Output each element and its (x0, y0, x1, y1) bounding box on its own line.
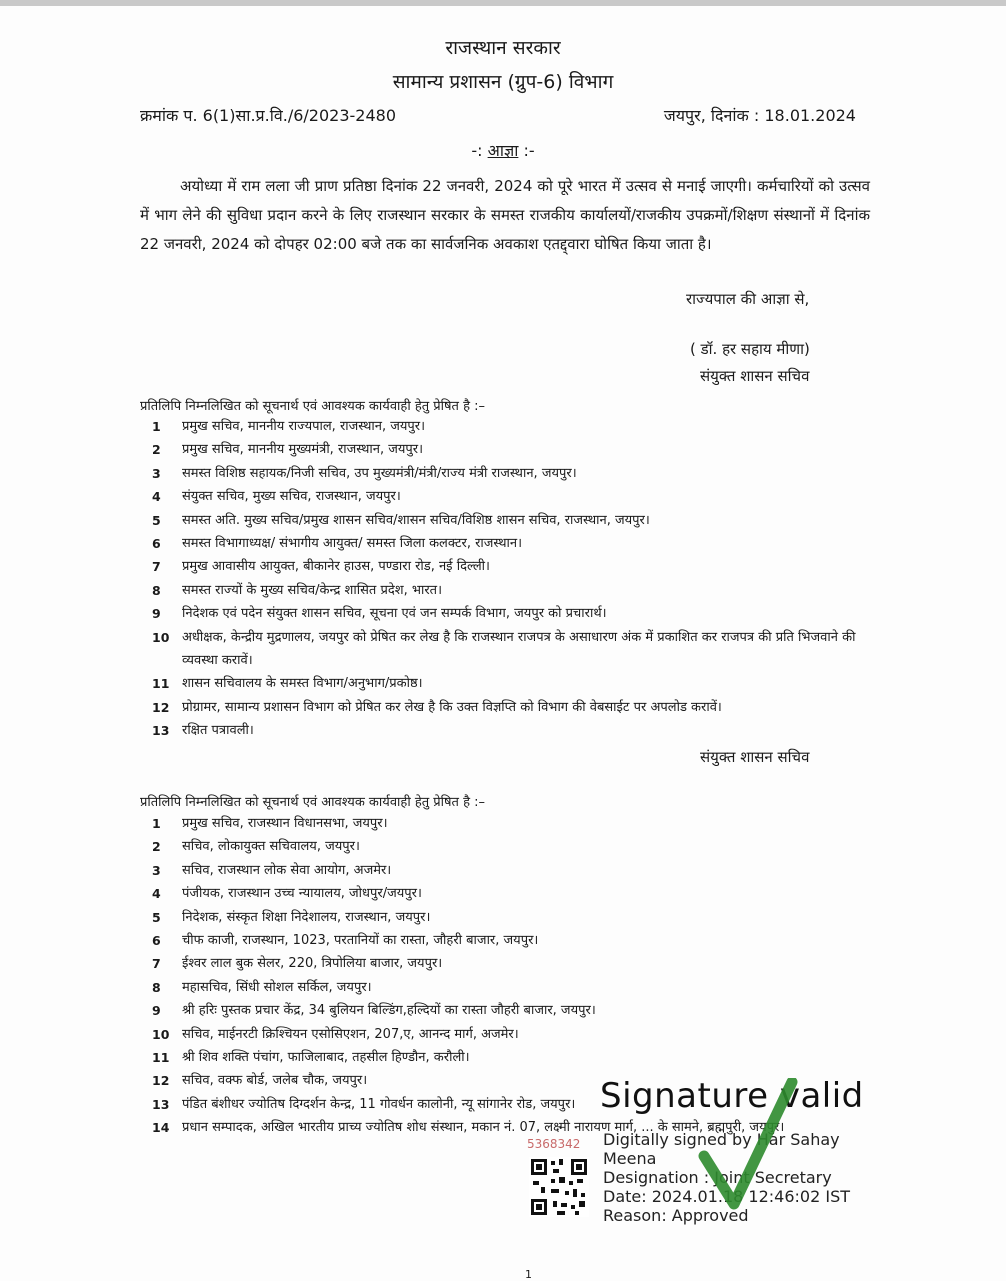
copy-intro-1: प्रतिलिपि निम्नलिखित को सूचनार्थ एवं आवश्यक कार्यवाही हेतु प्रेषित है :– (140, 399, 486, 414)
list-item (140, 438, 880, 461)
order-body: अयोध्या में राम लला जी प्राण प्रतिष्ठा दिनांक 22 जनवरी, 2024 को पूरे भारत में उत्सव से मनाई जाएगी। कर्मचारियों को उत्सव में भाग लेने की सुविधा प्रदान करने के लिए राजस्थान सरकार के समस्त राजकीय कार्यालयों/राजकीय उपक्रमों/शिक्षण संस्थानों में दिनांक 22 जनवरी, 2024 को दोपहर 02:00 बजे तक का सार्वजनिक अवकाश एतद्द्वारा घोषित किया जाता है। (140, 177, 870, 253)
list-item-number: 12 (152, 699, 170, 715)
government-title: राजस्थान सरकार (445, 37, 561, 59)
list-item (140, 672, 880, 695)
list-item-number: 10 (152, 629, 170, 645)
list-item-number: 4 (152, 886, 161, 902)
list-item-number: 11 (152, 1050, 170, 1066)
list-item-text: प्रमुख सचिव, माननीय राज्यपाल, राजस्थान, जयपुर। (182, 419, 426, 434)
list-item-number: 1 (152, 419, 161, 434)
list-item-text: प्रमुख सचिव, माननीय मुख्यमंत्री, राजस्थान, जयपुर। (182, 442, 424, 458)
list-item (140, 602, 880, 625)
list-item-text: समस्त अति. मुख्य सचिव/प्रमुख शासन सचिव/शासन सचिव/विशिष्ठ शासन सचिव, राजस्थान, जयपुर। (182, 512, 650, 528)
list-item (140, 812, 880, 835)
list-item-number: 8 (152, 979, 161, 995)
list-item-number: 6 (152, 933, 161, 949)
list-item-text: संयुक्त सचिव, मुख्य सचिव, राजस्थान, जयपुर। (182, 489, 401, 505)
list-item-text: प्रधान सम्पादक, अखिल भारतीय प्राच्य ज्योतिष शोध संस्थान, मकान नं. 07, लक्ष्मी नारायण मार्ग, ... के सामने, ब्रह्मपुरी, जयपुर। (182, 1120, 785, 1136)
list-item-number: 12 (152, 1073, 170, 1089)
list-item-text: महासचिव, सिंधी सोशल सर्किल, जयपुर। (182, 979, 372, 995)
list-item-text: श्री हरिः पुस्तक प्रचार केंद्र, 34 बुलियन बिल्डिंग,हल्दियों का रास्ता जौहरी बाजार, जयपुर। (182, 1003, 596, 1019)
list-item-number: 9 (152, 606, 161, 622)
list-item (140, 859, 880, 882)
page-number: 1 (525, 1268, 532, 1281)
list-item-text: सचिव, वक्फ बोर्ड, जलेब चौक, जयपुर। (182, 1073, 368, 1089)
list-item (140, 579, 880, 602)
list-item-text: शासन सचिवालय के समस्त विभाग/अनुभाग/प्रकोष्ठ। (182, 676, 423, 692)
list-item-text: प्रोग्रामर, सामान्य प्रशासन विभाग को प्रेषित कर लेख है कि उक्त विज्ञप्ति को विभाग की वेबसाईट पर अपलोड करावें। (182, 699, 722, 715)
list-item-number: 5 (152, 909, 161, 925)
list-item (140, 976, 880, 999)
list-item (140, 882, 880, 905)
list-item (140, 485, 880, 508)
list-item (140, 462, 880, 485)
list-item-number: 2 (152, 839, 161, 855)
checkmark-icon (698, 1078, 798, 1222)
list-item (140, 415, 880, 438)
copy-list-1 (140, 415, 880, 743)
list-item (140, 1023, 880, 1046)
list-item-text: सचिव, राजस्थान लोक सेवा आयोग, अजमेर। (182, 862, 392, 878)
order-title-suffix: :- (523, 141, 535, 160)
order-title-text: आज्ञा (487, 141, 519, 160)
list-item-text: सचिव, लोकायुक्त सचिवालय, जयपुर। (182, 839, 360, 855)
reference-number: क्रमांक प. 6(1)सा.प्र.वि./6/2023-2480 (140, 106, 397, 125)
list-item-text: अधीक्षक, केन्द्रीय मुद्रणालय, जयपुर को प्रेषित कर लेख है कि राजस्थान राजपत्र के असाधारण अंक में प्रकाशित कर राजपत्र की प्रति भिजवाने की व्यवस्था करावें। (182, 629, 856, 669)
list-item (140, 929, 880, 952)
list-item (140, 555, 880, 578)
list-item (140, 719, 880, 742)
list-item (140, 696, 880, 719)
signature-reason: Reason: Approved (603, 1206, 749, 1225)
list-item (140, 835, 880, 858)
list-item-text: समस्त विभागाध्यक्ष/ संभागीय आयुक्त/ समस्त जिला कलक्टर, राजस्थान। (182, 536, 523, 552)
top-bar (0, 0, 1006, 6)
list-item-number: 11 (152, 676, 170, 692)
signed-by: Digitally signed by Har Sahay (603, 1130, 840, 1149)
list-item-text: ईश्वर लाल बुक सेलर, 220, त्रिपोलिया बाजार, जयपुर। (182, 956, 443, 972)
list-item-text: चीफ काजी, राजस्थान, 1023, परतानियों का रास्ता, जौहरी बाजार, जयपुर। (182, 933, 539, 949)
signatory-designation: संयुक्त शासन सचिव (700, 367, 810, 385)
list-item-number: 9 (152, 1003, 161, 1019)
list-item (140, 626, 880, 673)
qr-code (529, 1157, 589, 1217)
list-item-number: 3 (152, 862, 161, 878)
signer-designation: Designation : Joint Secretary (603, 1168, 832, 1187)
list-item-number: 2 (152, 442, 161, 458)
signed-by-name: Meena (603, 1149, 657, 1168)
department-title: सामान्य प्रशासन (ग्रुप-6) विभाग (392, 71, 614, 93)
list-item-text: समस्त राज्यों के मुख्य सचिव/केन्द्र शासित प्रदेश, भारत। (182, 582, 443, 598)
list-item (140, 1046, 880, 1069)
signature-status: Signature valid (600, 1076, 864, 1116)
copy1-signatory: संयुक्त शासन सचिव (700, 748, 810, 766)
phone-stamp: 5368342 (527, 1137, 581, 1151)
list-item-number: 3 (152, 465, 161, 481)
by-order-line: राज्यपाल की आज्ञा से, (686, 290, 810, 308)
list-item-number: 13 (152, 723, 170, 739)
list-item (140, 906, 880, 929)
signatory-name: ( डॉ. हर सहाय मीणा) (690, 340, 810, 358)
list-item-text: पंडित बंशीधर ज्योतिष दिग्दर्शन केन्द्र, 11 गोवर्धन कालोनी, न्यू सांगानेर रोड, जयपुर। (182, 1096, 576, 1112)
list-item-text: निदेशक, संस्कृत शिक्षा निदेशालय, राजस्थान, जयपुर। (182, 909, 431, 925)
order-title-prefix: -: (471, 141, 483, 160)
list-item-text: निदेशक एवं पदेन संयुक्त शासन सचिव, सूचना एवं जन सम्पर्क विभाग, जयपुर को प्रचारार्थ। (182, 606, 607, 622)
list-item-text: पंजीयक, राजस्थान उच्च न्यायालय, जोधपुर/जयपुर। (182, 886, 422, 902)
list-item-text: प्रमुख आवासीय आयुक्त, बीकानेर हाउस, पण्डारा रोड, नई दिल्ली। (182, 559, 490, 575)
copy-intro-2: प्रतिलिपि निम्नलिखित को सूचनार्थ एवं आवश्यक कार्यवाही हेतु प्रेषित है :– (140, 795, 486, 810)
order-date: जयपुर, दिनांक : 18.01.2024 (663, 106, 856, 125)
list-item-number: 14 (152, 1120, 170, 1136)
list-item (140, 952, 880, 975)
list-item-number: 7 (152, 559, 161, 575)
list-item-number: 4 (152, 489, 161, 505)
list-item (140, 509, 880, 532)
list-item-text: रक्षित पत्रावली। (182, 723, 254, 739)
list-item-number: 8 (152, 582, 161, 598)
list-item-number: 13 (152, 1096, 170, 1112)
order-title (0, 139, 1006, 161)
list-item-text: समस्त विशिष्ठ सहायक/निजी सचिव, उप मुख्यमंत्री/मंत्री/राज्य मंत्री राजस्थान, जयपुर। (182, 465, 577, 481)
list-item-text: सचिव, माईनरटी क्रिश्चियन एसोसिएशन, 207,ए, आनन्द मार्ग, अजमेर। (182, 1026, 519, 1042)
list-item-text: प्रमुख सचिव, राजस्थान विधानसभा, जयपुर। (182, 816, 388, 831)
list-item-number: 1 (152, 816, 161, 831)
list-item-number: 7 (152, 956, 161, 972)
list-item (140, 999, 880, 1022)
list-item-number: 5 (152, 512, 161, 528)
list-item (140, 532, 880, 555)
list-item-number: 10 (152, 1026, 170, 1042)
list-item-number: 6 (152, 536, 161, 552)
list-item-text: श्री शिव शक्ति पंचांग, फाजिलाबाद, तहसील हिण्डौन, करौली। (182, 1050, 470, 1066)
signature-date: Date: 2024.01.18 12:46:02 IST (603, 1187, 851, 1206)
